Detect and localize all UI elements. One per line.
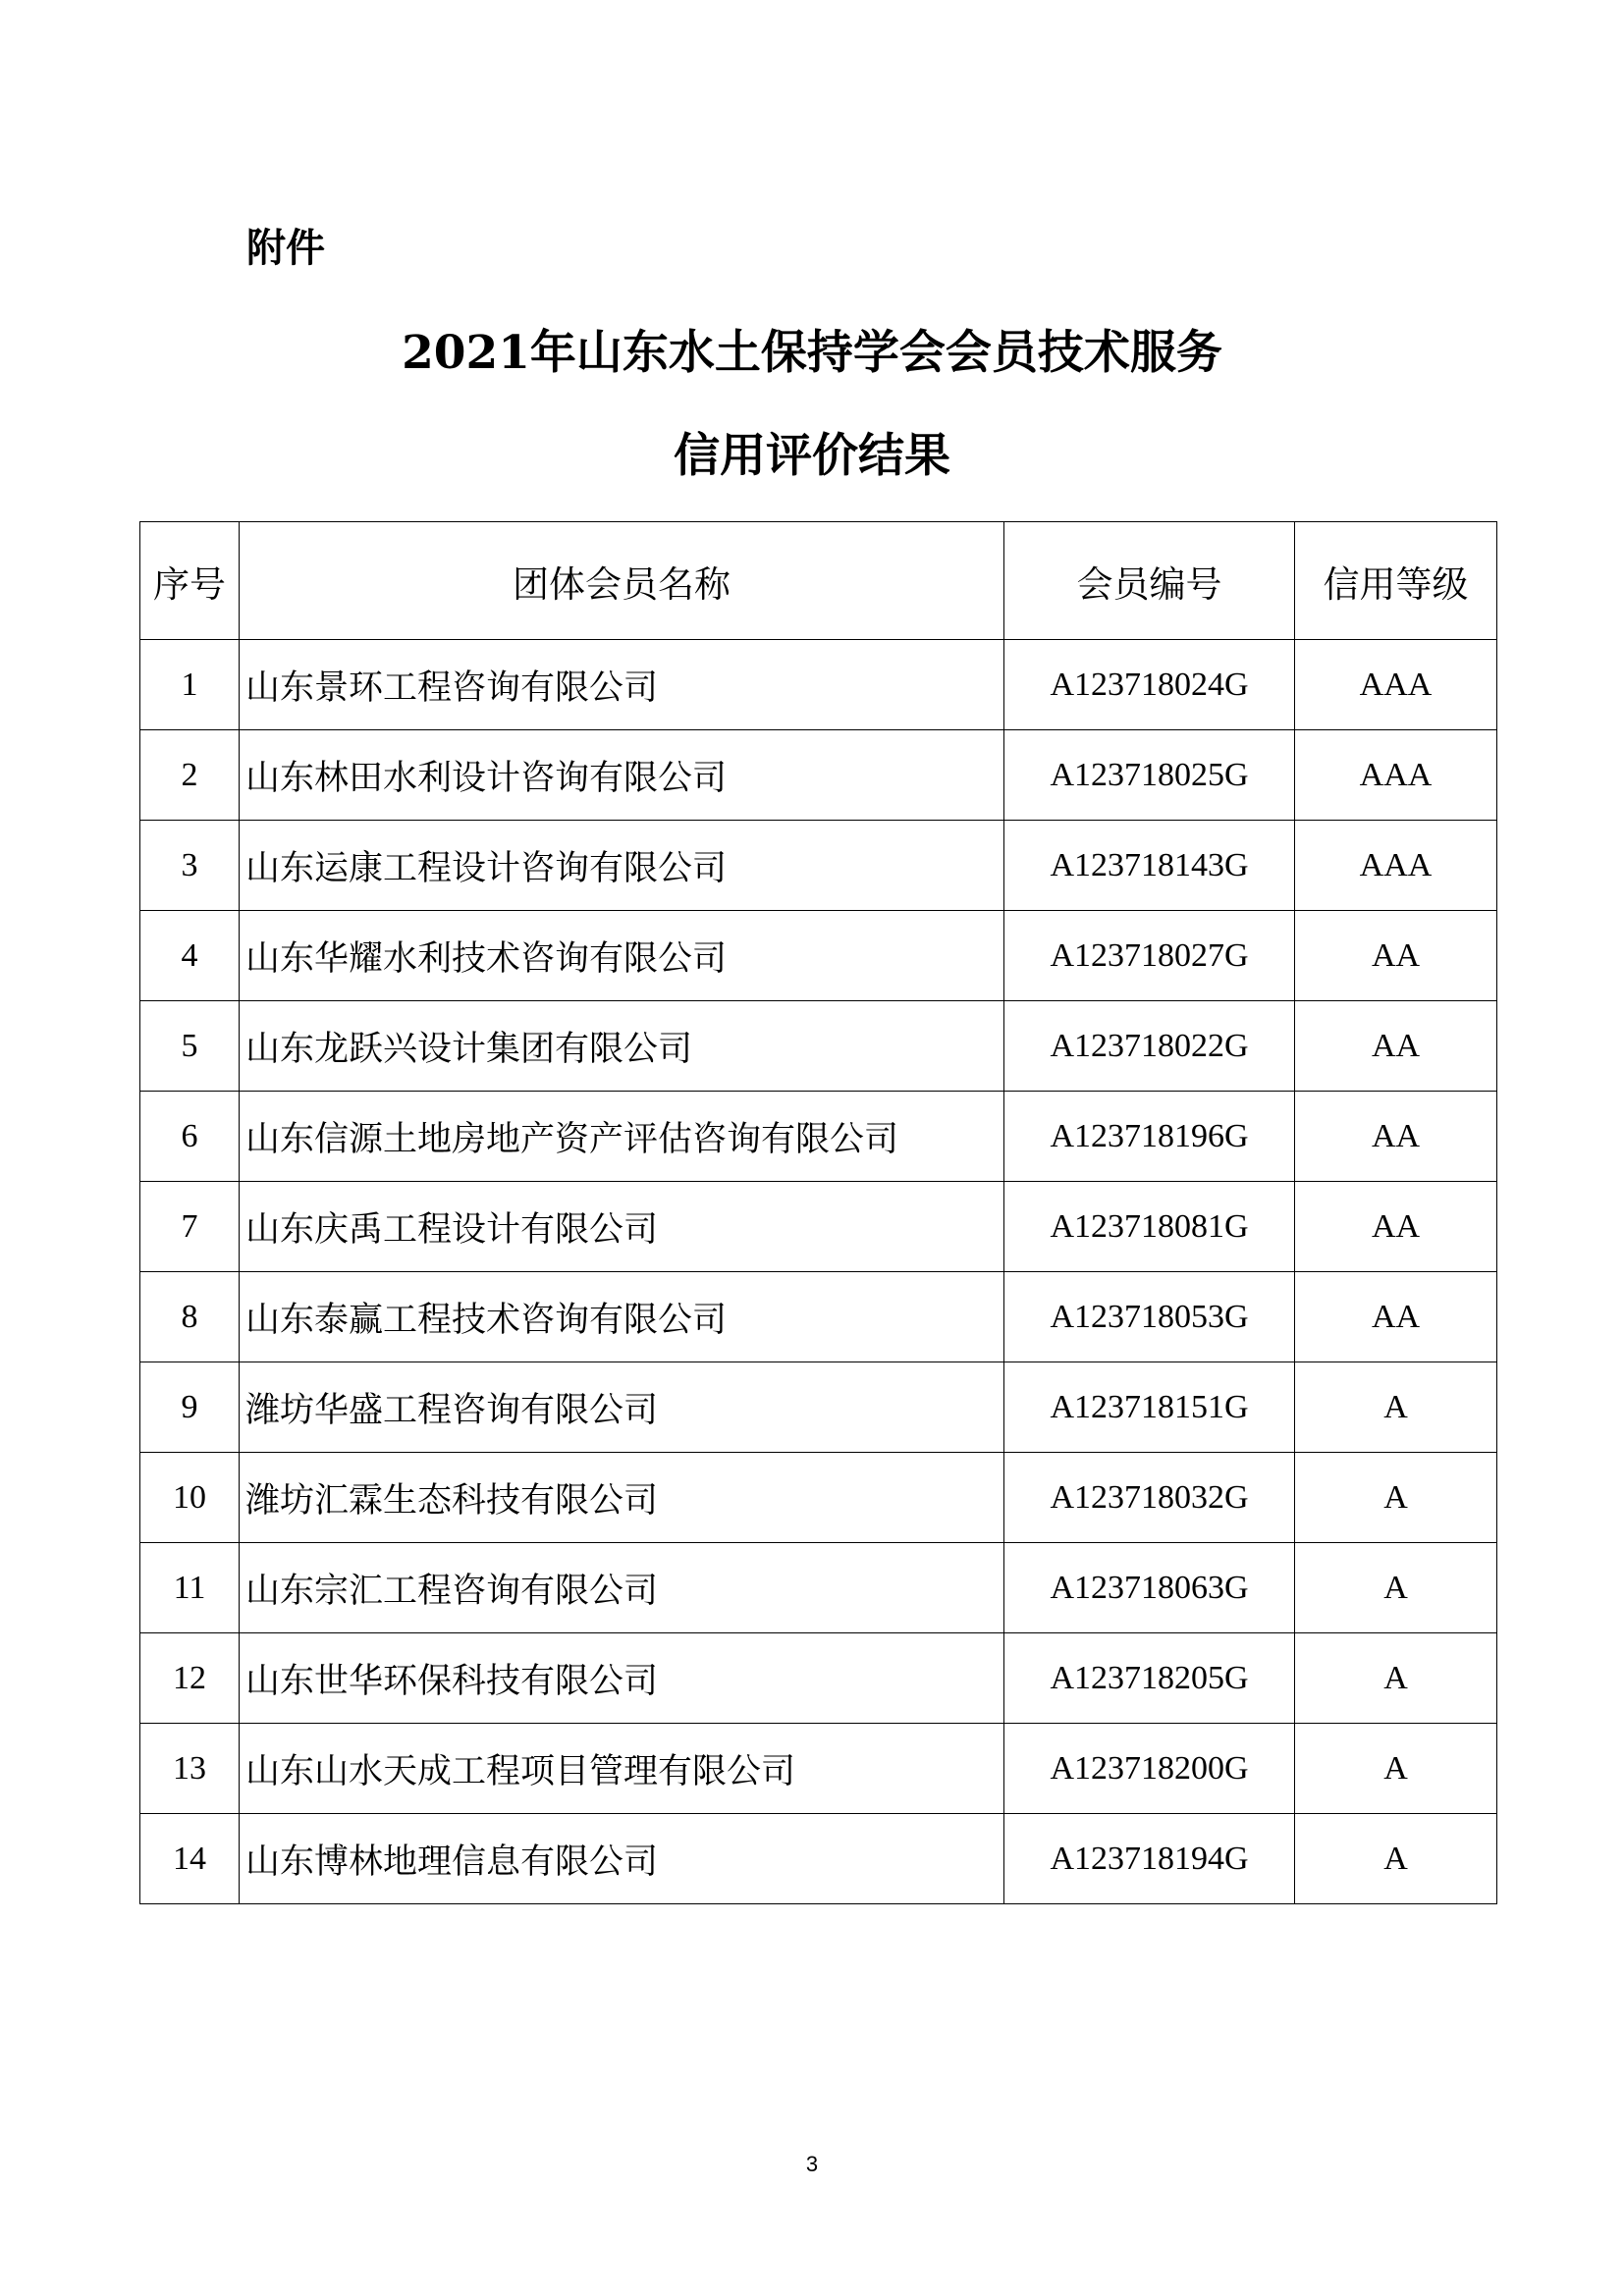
table-body (140, 640, 1497, 1904)
cell-credit-grade: AAA (1295, 640, 1497, 730)
credit-evaluation-table (139, 521, 1497, 1904)
cell-member-name: 山东龙跃兴设计集团有限公司 (240, 1001, 1004, 1092)
cell-credit-grade: A (1295, 1724, 1497, 1814)
column-header-member-name: 团体会员名称 (240, 522, 1004, 640)
page-number: 3 (805, 2152, 819, 2176)
cell-serial: 9 (140, 1362, 240, 1453)
cell-member-code: A123718151G (1004, 1362, 1295, 1453)
table-row (140, 1001, 1497, 1092)
cell-serial: 14 (140, 1814, 240, 1904)
column-header-credit-grade: 信用等级 (1295, 522, 1497, 640)
cell-serial: 13 (140, 1724, 240, 1814)
cell-credit-grade: AA (1295, 1001, 1497, 1092)
table-row (140, 730, 1497, 821)
cell-credit-grade: A (1295, 1362, 1497, 1453)
cell-serial: 8 (140, 1272, 240, 1362)
cell-member-name: 潍坊华盛工程咨询有限公司 (240, 1362, 1004, 1453)
table-row (140, 1543, 1497, 1633)
header-row (140, 522, 1497, 640)
table-header (140, 522, 1497, 640)
cell-member-name: 山东宗汇工程咨询有限公司 (240, 1543, 1004, 1633)
cell-member-code: A123718196G (1004, 1092, 1295, 1182)
cell-member-code: A123718081G (1004, 1182, 1295, 1272)
document-title-line-2: 信用评价结果 (674, 429, 950, 483)
cell-serial: 7 (140, 1182, 240, 1272)
column-header-member-code: 会员编号 (1004, 522, 1295, 640)
cell-credit-grade: AA (1295, 1092, 1497, 1182)
cell-member-code: A123718200G (1004, 1724, 1295, 1814)
table-row (140, 1092, 1497, 1182)
cell-credit-grade: A (1295, 1453, 1497, 1543)
cell-member-code: A123718025G (1004, 730, 1295, 821)
cell-member-code: A123718063G (1004, 1543, 1295, 1633)
cell-member-name: 山东林田水利设计咨询有限公司 (240, 730, 1004, 821)
cell-serial: 4 (140, 911, 240, 1001)
cell-serial: 5 (140, 1001, 240, 1092)
cell-member-code: A123718205G (1004, 1633, 1295, 1724)
cell-member-name: 潍坊汇霖生态科技有限公司 (240, 1453, 1004, 1543)
table-row (140, 821, 1497, 911)
cell-credit-grade: A (1295, 1543, 1497, 1633)
table-row (140, 1633, 1497, 1724)
attachment-label: 附件 (246, 226, 325, 271)
cell-credit-grade: AA (1295, 911, 1497, 1001)
column-header-serial: 序号 (140, 522, 240, 640)
cell-member-name: 山东庆禹工程设计有限公司 (240, 1182, 1004, 1272)
cell-member-code: A123718032G (1004, 1453, 1295, 1543)
cell-credit-grade: A (1295, 1814, 1497, 1904)
cell-member-name: 山东博林地理信息有限公司 (240, 1814, 1004, 1904)
cell-member-code: A123718024G (1004, 640, 1295, 730)
table-row (140, 911, 1497, 1001)
cell-credit-grade: A (1295, 1633, 1497, 1724)
cell-member-name: 山东华耀水利技术咨询有限公司 (240, 911, 1004, 1001)
cell-serial: 12 (140, 1633, 240, 1724)
table-row (140, 1453, 1497, 1543)
table-row (140, 1272, 1497, 1362)
cell-credit-grade: AAA (1295, 730, 1497, 821)
cell-member-code: A123718027G (1004, 911, 1295, 1001)
cell-member-name: 山东泰赢工程技术咨询有限公司 (240, 1272, 1004, 1362)
cell-member-name: 山东山水天成工程项目管理有限公司 (240, 1724, 1004, 1814)
cell-serial: 11 (140, 1543, 240, 1633)
cell-serial: 3 (140, 821, 240, 911)
cell-member-name: 山东景环工程咨询有限公司 (240, 640, 1004, 730)
cell-serial: 2 (140, 730, 240, 821)
cell-credit-grade: AA (1295, 1272, 1497, 1362)
cell-member-name: 山东运康工程设计咨询有限公司 (240, 821, 1004, 911)
cell-member-code: A123718022G (1004, 1001, 1295, 1092)
cell-credit-grade: AA (1295, 1182, 1497, 1272)
cell-credit-grade: AAA (1295, 821, 1497, 911)
document-title-line-1: 2021年山东水土保持学会会员技术服务 (402, 326, 1222, 380)
cell-member-name: 山东信源土地房地产资产评估咨询有限公司 (240, 1092, 1004, 1182)
cell-serial: 6 (140, 1092, 240, 1182)
cell-serial: 10 (140, 1453, 240, 1543)
cell-serial: 1 (140, 640, 240, 730)
cell-member-name: 山东世华环保科技有限公司 (240, 1633, 1004, 1724)
table-row (140, 1814, 1497, 1904)
cell-member-code: A123718194G (1004, 1814, 1295, 1904)
cell-member-code: A123718143G (1004, 821, 1295, 911)
table-row (140, 1362, 1497, 1453)
table-row (140, 1182, 1497, 1272)
table-row (140, 640, 1497, 730)
cell-member-code: A123718053G (1004, 1272, 1295, 1362)
table-row (140, 1724, 1497, 1814)
